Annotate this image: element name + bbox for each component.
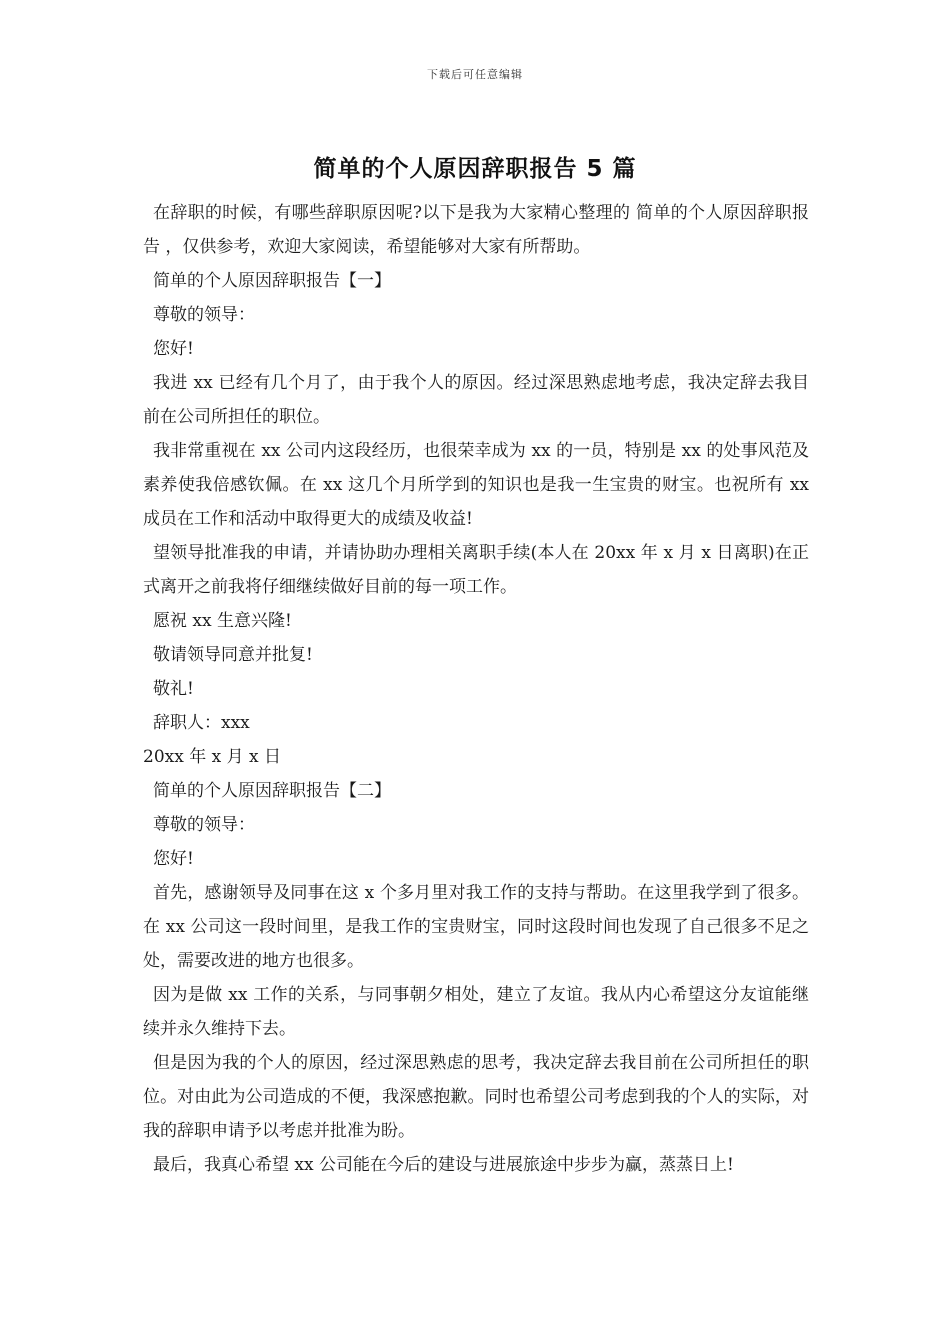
body-paragraph: 望领导批准我的申请，并请协助办理相关离职手续(本人在 20xx 年 x 月 x 日离职)在正式离开之前我将仔细继续做好目前的每一项工作。 bbox=[143, 543, 809, 597]
document-title: 简单的个人原因辞职报告 5 篇 bbox=[313, 156, 637, 182]
closing-request: 敬请领导同意并批复! bbox=[153, 645, 313, 665]
greeting: 您好! bbox=[153, 339, 194, 359]
page-header-note: 下载后可任意编辑 bbox=[427, 68, 523, 81]
body-paragraph: 但是因为我的个人的原因，经过深思熟虑的思考，我决定辞去我目前在公司所担任的职位。对由此为公司造成的不便，我深感抱歉。同时也希望公司考虑到我的个人的实际，对我的辞职申请予以考虑并批准为盼。 bbox=[143, 1053, 809, 1141]
intro-paragraph: 在辞职的时候，有哪些辞职原因呢?以下是我为大家精心整理的 简单的个人原因辞职报告 ，仅供参考，欢迎大家阅读，希望能够对大家有所帮助。 bbox=[143, 203, 809, 257]
body-paragraph: 我进 xx 已经有几个月了，由于我个人的原因。经过深思熟虑地考虑，我决定辞去我目前在公司所担任的职位。 bbox=[143, 373, 809, 427]
closing-wish: 愿祝 xx 生意兴隆! bbox=[153, 611, 292, 631]
salutation: 尊敬的领导： bbox=[153, 305, 255, 325]
body-paragraph: 因为是做 xx 工作的关系，与同事朝夕相处，建立了友谊。我从内心希望这分友谊能继续并永久维持下去。 bbox=[143, 985, 809, 1039]
greeting: 您好! bbox=[153, 849, 194, 869]
document-body bbox=[143, 196, 809, 1182]
body-paragraph: 最后，我真心希望 xx 公司能在今后的建设与进展旅途中步步为赢，蒸蒸日上! bbox=[153, 1155, 734, 1175]
date-line: 20xx 年 x 月 x 日 bbox=[143, 747, 282, 767]
signature-line: 辞职人：xxx bbox=[153, 713, 250, 733]
section-heading-one: 简单的个人原因辞职报告【一】 bbox=[153, 271, 391, 291]
salutation: 尊敬的领导： bbox=[153, 815, 255, 835]
section-heading-two: 简单的个人原因辞职报告【二】 bbox=[153, 781, 391, 801]
closing-regards: 敬礼! bbox=[153, 679, 194, 699]
body-paragraph: 首先，感谢领导及同事在这 x 个多月里对我工作的支持与帮助。在这里我学到了很多。在 xx 公司这一段时间里，是我工作的宝贵财宝，同时这段时间也发现了自己很多不足之处，需要改进的地方也很多。 bbox=[143, 883, 809, 971]
body-paragraph: 我非常重视在 xx 公司内这段经历，也很荣幸成为 xx 的一员，特别是 xx 的处事风范及素养使我倍感钦佩。在 xx 这几个月所学到的知识也是我一生宝贵的财宝。也祝所有 xx 成员在工作和活动中取得更大的成绩及收益! bbox=[143, 441, 809, 529]
